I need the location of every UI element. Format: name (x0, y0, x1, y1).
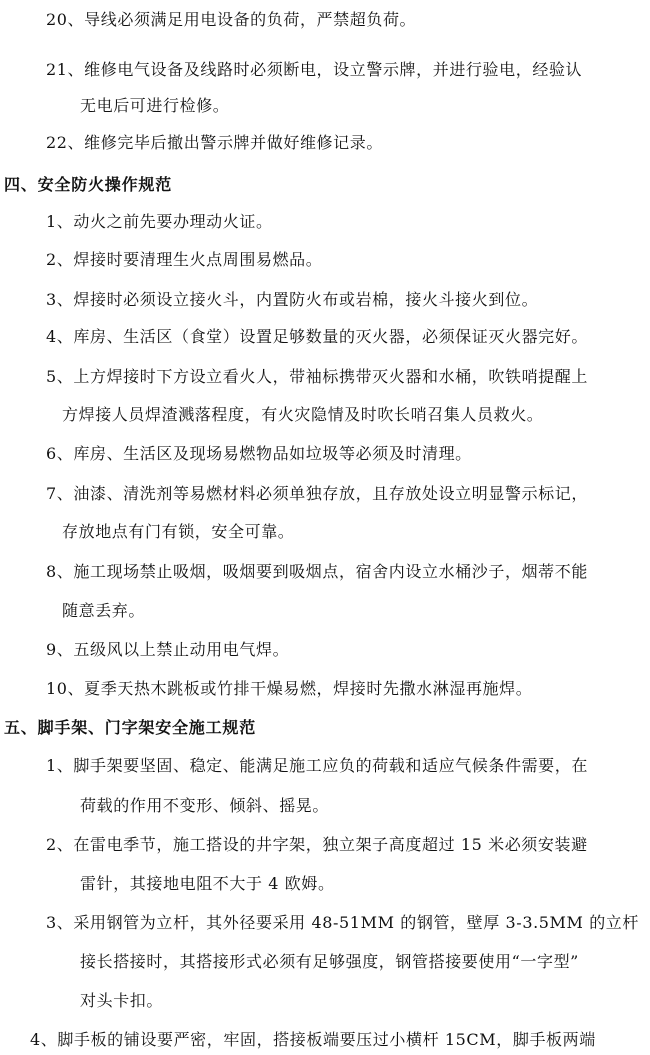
text-line: 雷针，其接地电阻不大于 4 欧姆。 (80, 874, 335, 893)
section-heading: 五、脚手架、门字架安全施工规范 (4, 718, 257, 737)
text-line: 1、脚手架要坚固、稳定、能满足施工应负的荷载和适应气候条件需要，在 (46, 756, 588, 775)
text-line: 5、上方焊接时下方设立看火人，带袖标携带灭火器和水桶，吹铁哨提醒上 (46, 367, 588, 386)
text-line: 8、施工现场禁止吸烟，吸烟要到吸烟点，宿舍内设立水桶沙子，烟蒂不能 (46, 562, 588, 581)
text-line: 3、焊接时必须设立接火斗，内置防火布或岩棉，接火斗接火到位。 (46, 290, 539, 309)
text-line: 3、采用钢管为立杆，其外径要采用 48-51MM 的钢管，壁厚 3-3.5MM 的立杆 (46, 913, 640, 932)
text-line: 22、维修完毕后撤出警示牌并做好维修记录。 (46, 133, 383, 152)
text-line: 7、油漆、清洗剂等易燃材料必须单独存放，且存放处设立明显警示标记， (46, 484, 588, 503)
text-line: 对头卡扣。 (80, 991, 164, 1010)
text-line: 存放地点有门有锁，安全可靠。 (62, 522, 295, 541)
text-line: 1、动火之前先要办理动火证。 (46, 212, 273, 231)
text-line: 接长搭接时，其搭接形式必须有足够强度，钢管搭接要使用“一字型” (80, 952, 579, 971)
text-line: 荷载的作用不变形、倾斜、摇晃。 (80, 796, 330, 815)
text-line: 随意丢弃。 (62, 601, 146, 620)
section-heading: 四、安全防火操作规范 (4, 175, 173, 194)
text-line: 方焊接人员焊渣溅落程度，有火灾隐情及时吹长哨召集人员救火。 (62, 405, 544, 424)
text-line: 21、维修电气设备及线路时必须断电，设立警示牌，并进行验电，经验认 (46, 60, 583, 79)
text-line: 2、焊接时要清理生火点周围易燃品。 (46, 250, 323, 269)
text-line: 2、在雷电季节，施工搭设的井字架，独立架子高度超过 15 米必须安装避 (46, 835, 588, 854)
text-line: 20、导线必须满足用电设备的负荷，严禁超负荷。 (46, 10, 417, 29)
text-line: 6、库房、生活区及现场易燃物品如垃圾等必须及时清理。 (46, 444, 472, 463)
text-line: 4、脚手板的铺设要严密，牢固，搭接板端要压过小横杆 15CM，脚手板两端 (30, 1030, 596, 1049)
text-line: 4、库房、生活区（食堂）设置足够数量的灭火器，必须保证灭火器完好。 (46, 327, 588, 346)
text-line: 9、五级风以上禁止动用电气焊。 (46, 640, 290, 659)
text-line: 无电后可进行检修。 (80, 96, 230, 115)
text-line: 10、夏季天热木跳板或竹排干燥易燃，焊接时先撒水淋湿再施焊。 (46, 679, 533, 698)
